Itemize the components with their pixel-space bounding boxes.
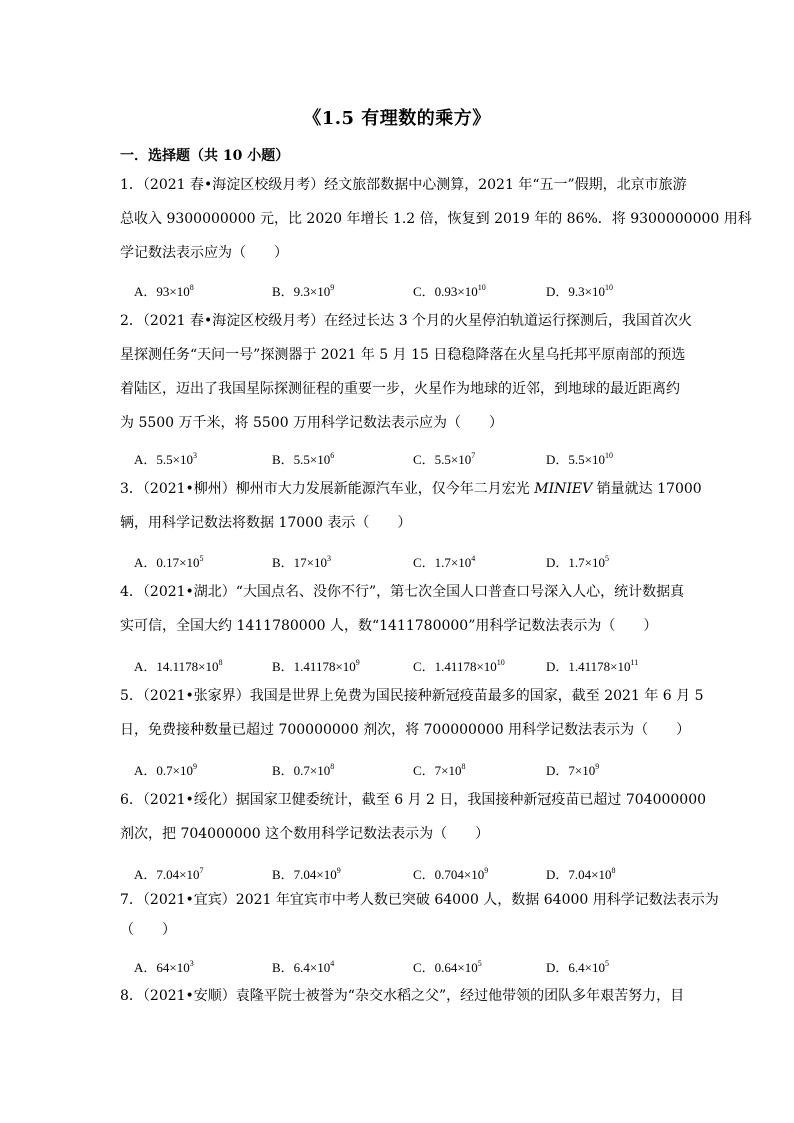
option-a: A．$0.7\times 10^9$: [134, 762, 197, 778]
option-b: B．$1.41178\times 10^9$: [272, 658, 360, 674]
option-c: C．$0.704\times 10^9$: [413, 866, 489, 882]
question-4: [120, 575, 685, 643]
question-line: 辆，用科学记数法将数据 17000 表示（ ）: [120, 515, 412, 531]
question-line: 8．（2021•安顺）袁隆平院士被誉为“杂交水稻之父”，经过他带领的团队多年艰苦努力，目: [120, 988, 685, 1004]
question-line: 3．（2021•柳州）柳州市大力发展新能源汽车业，仅今年二月宏光 MINIEV 销量就达 17000: [120, 481, 702, 497]
question-8: [120, 979, 685, 1013]
question-5: [120, 679, 704, 747]
page-title: 《1.5 有理数的乘方》: [303, 108, 491, 129]
question-line: 7．（2021•宜宾）2021 年宜宾市中考人数已突破 64000 人，数据 64000 用科学记数法表示为: [120, 892, 719, 908]
option-c: C．$0.93\times 10^{10}$: [413, 283, 486, 299]
question-2-options: [134, 449, 694, 469]
question-line: 1．（2021 春•海淀区校级月考）经文旅部数据中心测算，2021 年“五一”假期，北京市旅游: [120, 177, 687, 193]
option-a: A．$64\times 10^3$: [134, 959, 194, 975]
question-line: 学记数法表示应为（ ）: [120, 245, 288, 261]
question-line: 星探测任务“天问一号”探测器于 2021 年 5 月 15 日稳稳降落在火星乌托邦平原南部的预选: [120, 347, 686, 363]
option-a: A．$7.04\times 10^7$: [134, 866, 204, 882]
question-6: [120, 783, 707, 851]
option-c: C．$1.7\times 10^4$: [413, 554, 476, 570]
option-d: D．$7.04\times 10^8$: [546, 866, 616, 882]
question-line: 2．（2021 春•海淀区校级月考）在经过长达 3 个月的火星停泊轨道运行探测后，我国首次火: [120, 313, 693, 329]
option-a: A．$14.1178\times 10^8$: [134, 658, 223, 674]
option-a: A．$5.5\times 10^3$: [134, 451, 197, 467]
question-line: 5．（2021•张家界）我国是世界上免费为国民接种新冠疫苗最多的国家，截至 2021 年 6 月 5: [120, 688, 704, 704]
question-2: [120, 304, 693, 440]
option-b: B．$17\times 10^3$: [272, 554, 332, 570]
option-c: C．$0.64\times 10^5$: [413, 959, 482, 975]
question-line: 剂次，把 704000000 这个数用科学记数法表示为（ ）: [120, 826, 490, 842]
question-6-options: [134, 864, 694, 884]
option-a: A．$0.17\times 10^5$: [134, 554, 204, 570]
option-a: A．$93\times 10^8$: [134, 283, 194, 299]
option-c: C．$7\times 10^8$: [413, 762, 466, 778]
question-7: [120, 885, 719, 945]
question-line: 4．（2021•湖北）“大国点名、没你不行”，第七次全国人口普查口号深入人心，统计数据真: [120, 584, 685, 600]
option-c: C．$1.41178\times 10^{10}$: [413, 658, 505, 674]
option-b: B．$0.7\times 10^8$: [272, 762, 335, 778]
option-d: D．$1.41178\times 10^{11}$: [546, 658, 639, 674]
question-line: 日，免费接种数量已超过 700000000 剂次，将 700000000 用科学记数法表示为（ ）: [120, 722, 691, 738]
option-c: C．$5.5\times 10^7$: [413, 451, 476, 467]
question-line: 着陆区，迈出了我国星际探测征程的重要一步，火星作为地球的近邻，到地球的最近距离约: [120, 381, 680, 397]
question-7-options: [134, 957, 694, 977]
question-3: [120, 472, 702, 540]
option-d: D．$9.3\times 10^{10}$: [546, 283, 613, 299]
option-d: D．$5.5\times 10^{10}$: [546, 451, 613, 467]
question-3-options: [134, 552, 694, 572]
question-1: [120, 168, 752, 270]
question-5-options: [134, 760, 694, 780]
question-line: 6．（2021•绥化）据国家卫健委统计，截至 6 月 2 日，我国接种新冠疫苗已超过 704000000: [120, 792, 707, 808]
option-b: B．$6.4\times 10^4$: [272, 959, 335, 975]
section-heading: 一．选择题（共 10 小题）: [120, 148, 290, 164]
question-line: 为 5500 万千米，将 5500 万用科学记数法表示应为（ ）: [120, 415, 504, 431]
question-1-options: [134, 281, 694, 301]
option-b: B．$7.04\times 10^9$: [272, 866, 341, 882]
option-b: B．$9.3\times 10^9$: [272, 283, 335, 299]
option-b: B．$5.5\times 10^6$: [272, 451, 335, 467]
option-d: D．$1.7\times 10^5$: [546, 554, 609, 570]
option-d: D．$6.4\times 10^5$: [546, 959, 609, 975]
question-line: 实可信，全国大约 1411780000 人，数“1411780000”用科学记数法表示为（ ）: [120, 618, 658, 634]
question-line: 总收入 9300000000 元，比 2020 年增长 1.2 倍，恢复到 2019 年的 86%．将 9300000000 用科: [120, 211, 752, 227]
question-line: （ ）: [120, 922, 176, 938]
question-4-options: [134, 656, 694, 676]
option-d: D．$7\times 10^9$: [546, 762, 600, 778]
